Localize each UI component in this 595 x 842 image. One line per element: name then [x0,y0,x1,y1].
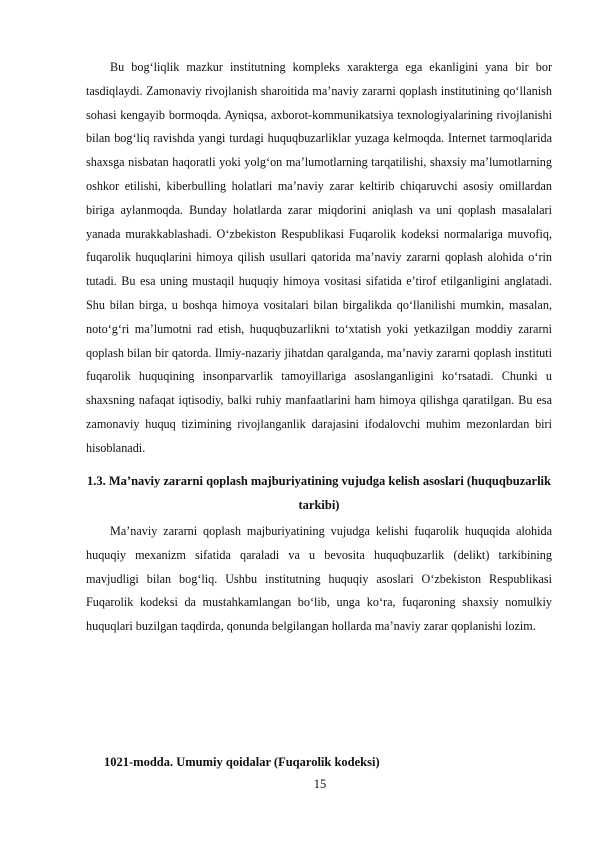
page-number: 15 [313,777,327,791]
text-block-2 [86,520,552,639]
text-block-1 [86,56,552,461]
section-heading: 1.3. Ma’naviy zararni qoplash majburiyatining vujudga kelish asoslari (huquqbuzarlik tarkibi) [87,474,551,512]
paragraph-1: Bu bog‘liqlik mazkur institutning kompleks xarakterga ega ekanligini yana bir bor tasdiqlaydi. Zamonaviy rivojlanish sharoitida ma’naviy zararni qoplash institutining qo‘llanish sohasi kengayib bormoqda. Ayniqsa, axborot-kommunikatsiya texnologiyalarining rivojlanishi bilan bog‘liq ravishda yangi turdagi huquqbuzarliklar yuzaga kelmoqda. Internet tarmoqlarida shaxsga nisbatan haqoratli yoki yolg‘on ma’lumotlarning tarqatilishi, shaxsiy ma’lumotlarning oshkor etilishi, kiberbulling holatlari ma’naviy zarar keltirib chiqaruvchi asosiy omillardan biriga aylanmoqda. Bunday holatlarda zarar miqdorini aniqlash va uni qoplash masalalari yanada murakkablashadi. O‘zbekiston Respublikasi Fuqarolik kodeksi normalariga muvofiq, fuqarolik huquqlarini himoya qilish usullari qatorida ma’naviy zararni qoplash alohida o‘rin tutadi. Bu esa uning mustaqil huquqiy himoya vositasi sifatida e’tirof etilganligini anglatadi. Shu bilan birga, u boshqa himoya vositalari bilan birgalikda qo‘llanilishi mumkin, masalan, noto‘g‘ri ma’lumotni rad etish, huquqbuzarlikni to‘xtatish yoki yetkazilgan moddiy zararni qoplash bilan bir qatorda. Ilmiy-nazariy jihatdan qaralganda, ma’naviy zararni qoplash instituti fuqarolik huquqining insonparvarlik tamoyillariga asoslanganligini ko‘rsatadi. Chunki u shaxsning nafaqat iqtisodiy, balki ruhiy manfaatlarini ham himoya qilishga qaratilgan. Bu esa zamonaviy huquq tizimining rivojlanganlik darajasini ifodalovchi muhim mezonlardan biri hisoblanadi. [86,60,552,455]
article-heading: 1021-modda. Umumiy qoidalar (Fuqarolik kodeksi) [104,755,380,769]
paragraph-2: Ma’naviy zararni qoplash majburiyatining vujudga kelishi fuqarolik huquqida alohida huquqiy mexanizm sifatida qaraladi va u bevosita huquqbuzarlik (delikt) tarkibining mavjudligi bilan bog‘liq. Ushbu institutning huquqiy asoslari O‘zbekiston Respublikasi Fuqarolik kodeksi da mustahkamlangan bo‘lib, unga ko‘ra, fuqaroning shaxsiy nomulkiy huquqlari buzilgan taqdirda, qonunda belgilangan hollarda ma’naviy zarar qoplanishi lozim. [86,524,552,634]
